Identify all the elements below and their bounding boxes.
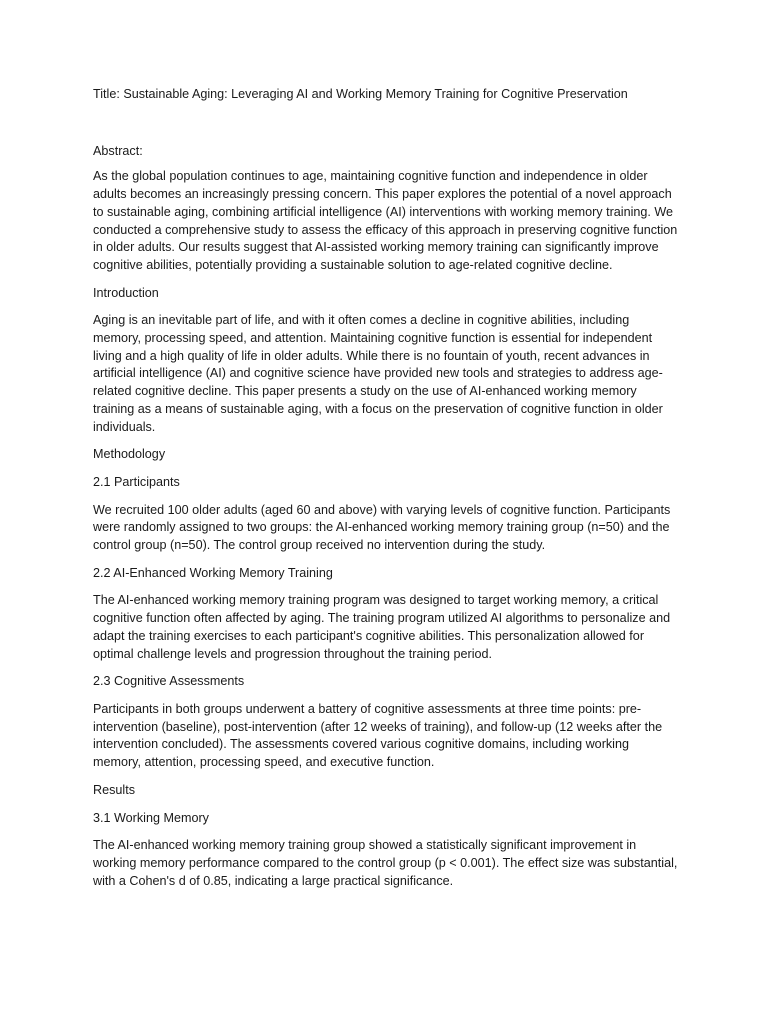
- methodology-heading: Methodology: [93, 447, 166, 462]
- document-body: [93, 86, 678, 900]
- abstract-heading: Abstract:: [93, 143, 143, 158]
- participants-heading: 2.1 Participants: [93, 474, 180, 489]
- assessments-heading: 2.3 Cognitive Assessments: [93, 674, 245, 689]
- training-heading: 2.2 AI-Enhanced Working Memory Training: [93, 565, 333, 580]
- introduction-heading: Introduction: [93, 285, 159, 300]
- introduction-paragraph: Aging is an inevitable part of life, and with it often comes a decline in cognitive abilities, including memory, processing speed, and attention. Maintaining cognitive function is essential for independent living and a high quality of life in older adults. While there is no fountain of youth, recent advances in artificial intelligence (AI) and cognitive science have provided new tools and strategies to address age-related cognitive decline. This paper presents a study on the use of AI-enhanced working memory training as a means of sustainable aging, with a focus on the preservation of cognitive function in older individuals.: [93, 313, 663, 434]
- participants-paragraph: We recruited 100 older adults (aged 60 and above) with varying levels of cognitive function. Participants were randomly assigned to two groups: the AI-enhanced working memory training group (n=50) and the control group (n=50). The control group received no intervention during the study.: [93, 502, 671, 553]
- document-title: Title: Sustainable Aging: Leveraging AI and Working Memory Training for Cognitive Preservation: [93, 87, 628, 101]
- working-memory-paragraph: The AI-enhanced working memory training group showed a statistically significant improvement in working memory performance compared to the control group (p < 0.001). The effect size was substantial, with a Cohen's d of 0.85, indicating a large practical significance.: [93, 838, 678, 888]
- results-heading: Results: [93, 782, 135, 797]
- abstract-paragraph: As the global population continues to age, maintaining cognitive function and independence in older adults becomes an increasingly pressing concern. This paper explores the potential of a novel approach to sustainable aging, combining artificial intelligence (AI) interventions with working memory training. We conducted a comprehensive study to assess the efficacy of this approach in preserving cognitive function in older adults. Our results suggest that AI-assisted working memory training can significantly improve cognitive abilities, potentially providing a sustainable solution to age-related cognitive decline.: [93, 169, 678, 272]
- working-memory-heading: 3.1 Working Memory: [93, 810, 209, 825]
- training-paragraph: The AI-enhanced working memory training program was designed to target working memory, a critical cognitive function often affected by aging. The training program utilized AI algorithms to personalize and adapt the training exercises to each participant's cognitive abilities. This personalization allowed for optimal challenge levels and progression throughout the training period.: [93, 593, 671, 661]
- assessments-paragraph: Participants in both groups underwent a battery of cognitive assessments at three time points: pre-intervention (baseline), post-intervention (after 12 weeks of training), and follow-up (12 weeks after the intervention concluded). The assessments covered various cognitive domains, including working memory, attention, processing speed, and executive function.: [93, 701, 663, 770]
